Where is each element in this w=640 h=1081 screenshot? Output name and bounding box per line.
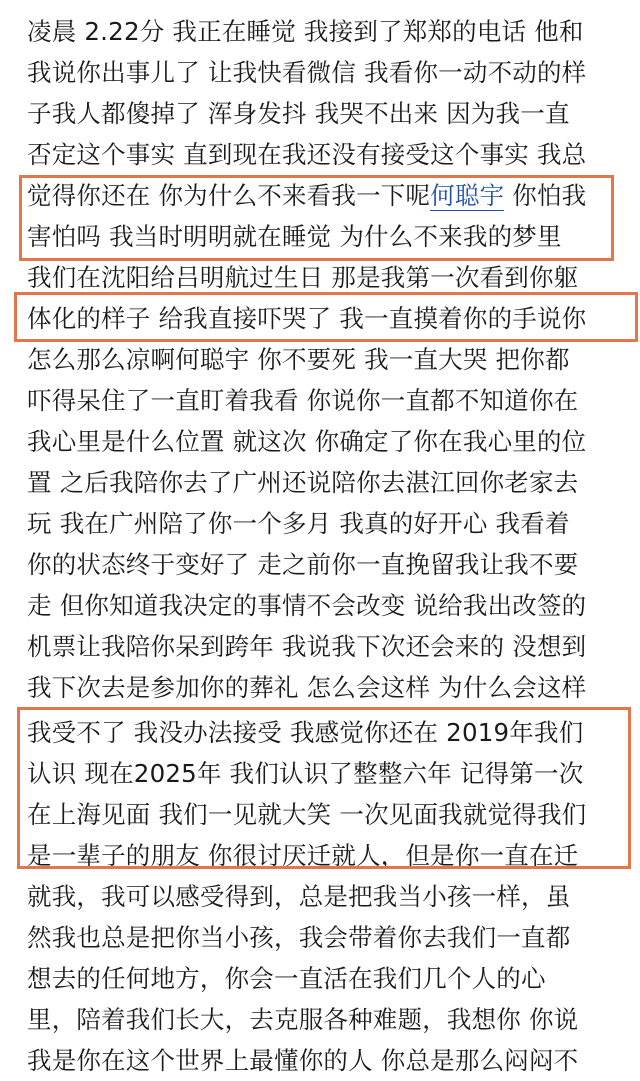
post-line: 你的状态终于变好了 走之前你一直挽留我让我不要	[27, 550, 579, 579]
post-line: 我们在沈阳给吕明航过生日 那是我第一次看到你躯	[27, 263, 579, 292]
post-line: 玩 我在广州陪了你一个多月 我真的好开心 我看着	[27, 509, 570, 538]
post-line: 我心里是什么位置 就这次 你确定了你在我心里的位	[27, 427, 587, 456]
post-line: 是一辈子的朋友 你很讨厌迁就人，但是你一直在迁	[27, 841, 579, 870]
post-line: 里，陪着我们长大，去克服各种难题，我想你 你说	[27, 1005, 579, 1034]
post-line: 我说你出事儿了 让我快看微信 我看你一动不动的样	[27, 58, 587, 87]
post-line: 我是你在这个世界上最懂你的人 你总是那么闷闷不	[27, 1046, 579, 1075]
post-line: 就我，我可以感受得到，总是把我当小孩一样，虽	[27, 882, 571, 911]
post-line-text: 你怕我	[504, 181, 587, 210]
post-line: 置 之后我陪你去了广州还说陪你去湛江回你老家去	[27, 468, 579, 497]
highlight-box	[17, 707, 631, 869]
highlight-box	[19, 175, 614, 261]
post-line: 我受不了 我没办法接受 我感觉你还在 2019年我们	[27, 718, 584, 747]
post-line-text: 觉得你还在 你为什么不来看我一下呢	[27, 181, 431, 210]
post-line: 怎么那么凉啊何聪宇 你不要死 我一直大哭 把你都	[27, 345, 570, 374]
post-line: 否定这个事实 直到现在我还没有接受这个事实 我总	[27, 140, 587, 169]
post-line: 害怕吗 我当时明明就在睡觉 为什么不来我的梦里	[27, 222, 562, 251]
post-line: 然我也总是把你当小孩，我会带着你去我们一直都	[27, 923, 571, 952]
post-line: 子我人都傻掉了 浑身发抖 我哭不出来 因为我一直	[27, 99, 570, 128]
post-line: 机票让我陪你呆到跨年 我说我下次还会来的 没想到	[27, 632, 587, 661]
post-line: 我下次去是参加你的葬礼 怎么会这样 为什么会这样	[27, 673, 587, 702]
post-line: 体化的样子 给我直接吓哭了 我一直摸着你的手说你	[27, 304, 587, 333]
post-line: 想去的任何地方，你会一直活在我们几个人的心	[27, 964, 546, 993]
post-line: 吓得呆住了一直盯着我看 你说你一直都不知道你在	[27, 386, 579, 415]
post-line: 在上海见面 我们一见就大笑 一次见面我就觉得我们	[27, 800, 587, 829]
highlight-box	[14, 292, 638, 342]
post-line: 凌晨 2.22分 我正在睡觉 我接到了郑郑的电话 他和	[27, 17, 584, 46]
mention-link[interactable]: 何聪宇	[430, 181, 505, 210]
post-line: 走 但你知道我决定的事情不会改变 说给我出改签的	[27, 591, 587, 620]
post-line: 认识 现在2025年 我们认识了整整六年 记得第一次	[27, 759, 584, 788]
